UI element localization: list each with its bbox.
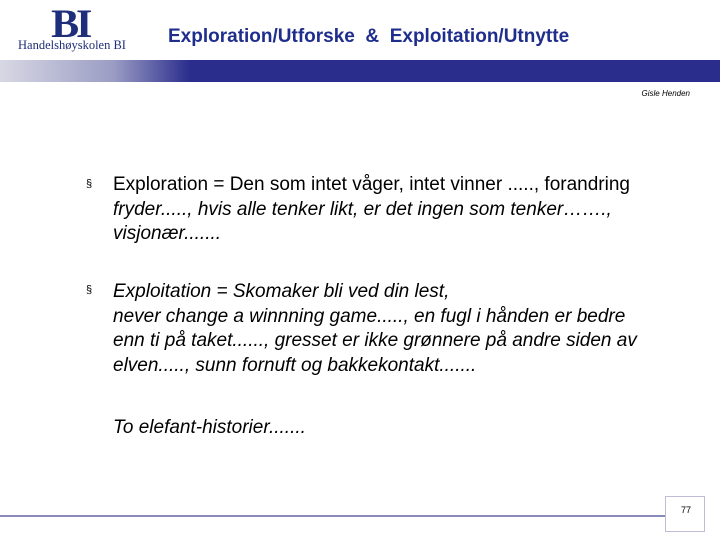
bullet-1-line-2: fryder....., hvis alle tenker likt, er det ingen som tenker…….,: [113, 198, 612, 220]
bi-logo: [14, 1, 130, 56]
page-number-box: [665, 496, 705, 532]
page-number: 77: [680, 505, 691, 515]
bullet-exploitation: [113, 280, 693, 378]
bullet-marker-2: §: [86, 284, 93, 296]
bullet-2-line-4: elven....., sunn fornuft og bakkekontakt.......: [113, 354, 477, 376]
logo-text: Handelshøyskolen BI: [18, 38, 126, 52]
author-name: Gisle Henden: [641, 89, 690, 98]
bullet-2-line-2: never change a winnning game....., en fugl i hånden er bedre: [113, 305, 626, 327]
bullet-1-line-1: Exploration = Den som intet våger, intet vinner ....., forandring: [113, 174, 630, 195]
header-band: [0, 60, 720, 82]
bullet-1-line-3: visjonær.......: [113, 223, 222, 244]
logo-mark: BI: [51, 1, 90, 46]
header-band-gradient: [0, 60, 190, 82]
bullet-2-line-1: Exploitation = Skomaker bli ved din lest,: [113, 281, 450, 302]
bullet-marker-1: §: [86, 178, 93, 190]
closing-text: To elefant-historier.......: [113, 417, 306, 438]
slide-title: Exploration/Utforske & Exploitation/Utnytte: [168, 26, 570, 47]
bullet-2-line-3: enn ti på taket......, gresset er ikke grønnere på andre siden av: [113, 330, 637, 351]
footer-divider: [0, 515, 665, 517]
bullet-exploration: [113, 173, 673, 247]
